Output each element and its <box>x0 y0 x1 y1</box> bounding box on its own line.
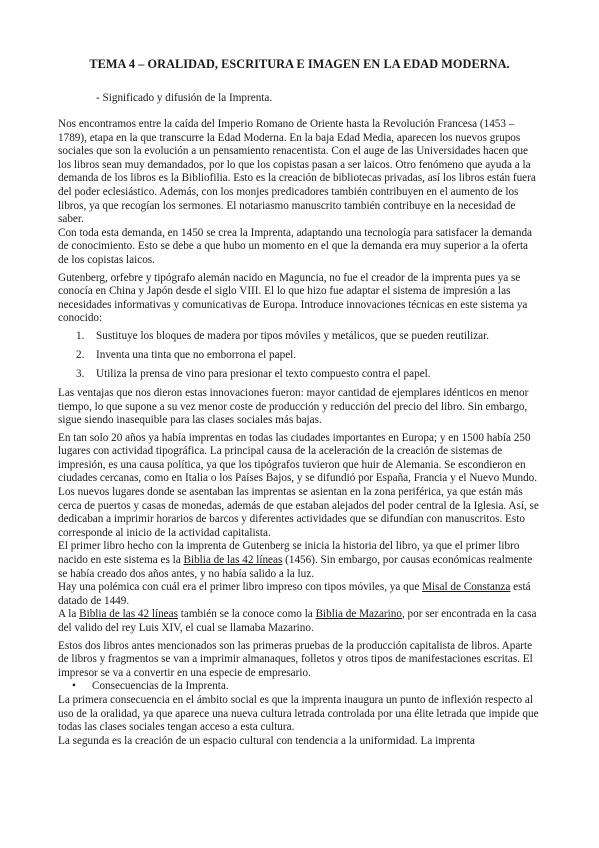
paragraph-3: Gutenberg, orfebre y tipógrafo alemán nacido en Maguncia, no fue el creador de la imprenta pues ya se conocía en China y Japón desde el siglo VIII. El lo que hizo fue adaptar el sistema de impresión a las necesidades informativas y comunicativas de Europa. Introduce innovaciones técnicas en este sistema ya conocido: <box>58 271 528 325</box>
innovations-list <box>58 330 541 387</box>
bullet-icon: • <box>72 680 76 693</box>
book-title-link: Biblia de las 42 líneas <box>183 554 283 567</box>
text-run: (1456). Sin embargo, por causas económicas realmente se había creado dos años antes, y no había salido a la luz. <box>58 554 533 580</box>
list-number: 3. <box>76 367 85 380</box>
page-title: TEMA 4 – ORALIDAD, ESCRITURA E IMAGEN EN LA EDAD MODERNA. <box>89 57 510 71</box>
consequences-list <box>58 680 541 694</box>
paragraph-12: La segunda es la creación de un espacio cultural con tendencia a la uniformidad. La imprenta <box>58 734 475 747</box>
list-number: 2. <box>76 348 85 361</box>
text-run: también se la conoce como la <box>177 608 316 621</box>
text-run: Hay una polémica con cuál era el primer libro impreso con tipos móviles, ya que <box>58 581 423 594</box>
text-run: está datado de 1449. <box>58 581 531 607</box>
list-item-text: Inventa una tinta que no emborrona el papel. <box>96 348 297 361</box>
list-item <box>58 349 541 368</box>
text-run: A la <box>58 608 80 621</box>
list-item-text: Utiliza la prensa de vino para presionar el texto compuesto contra el papel. <box>96 367 431 380</box>
paragraph-6: Los nuevos lugares donde se asentaban las imprentas se asientan en la zona periférica, ya que están más cerca de puertos y casas de monedas, además de que estaban alejados del poder central de la Iglesia. Así, se dedicaban a imprimir horarios de barcos y diferentes actividades que se difundían con manuscritos. Esto corresponde al inicio de la actividad capitalista. <box>58 486 539 539</box>
list-item-text: Sustituye los bloques de madera por tipos móviles y metálicos, que se pueden reutilizar. <box>96 329 490 342</box>
paragraph-4: Las ventajas que nos dieron estas innovaciones fueron: mayor cantidad de ejemplares idénticos en menor tiempo, lo que supone a su vez menor coste de producción y reducción del precio del libro. Sin embargo, sigue siendo inasequible para las clases sociales más bajas. <box>58 386 529 427</box>
paragraph-11: La primera consecuencia en el ámbito social es que la imprenta inaugura un punto de inflexión respecto al uso de la oralidad, ya que aparece una nueva cultura letrada controlada por una élite letrada que impide que todas las clases sociales tengan acceso a esta cultura. <box>58 693 539 734</box>
paragraph-5: En tan solo 20 años ya había imprentas en todas las ciudades importantes en Europa; y en 1500 había 250 lugares con actividad tipográfica. La principal causa de la aceleración de la creación de sistemas de impresión, es una causa política, ya que los tipógrafos tuvieron que huir de Alemania. Se escondieron en ciudades cercanas, como en Italia o los Países Bajos, y se difundió por España, Francia y el Nuevo Mundo. <box>58 431 538 485</box>
list-item <box>58 330 541 349</box>
paragraph-1: Nos encontramos entre la caída del Imperio Romano de Oriente hasta la Revolución Francesa (1453 – 1789), etapa en la que transcurre la Edad Moderna. En la baja Edad Media, aparecen los nuevos grupos sociales que son la evolución a un pensamiento renacentista. Con el auge de las Universidades hacen que los libros sean muy demandados, por lo que los copistas pasan a ser laicos. Otro fenómeno que ayuda a la demanda de los libros es la Bibliofilia. Esto es la creación de bibliotecas privadas, así los libros están fuera del poder eclesiástico. Además, con los monjes predicadores también contribuyen en el aumento de los libros, ya que recogían los sermones. El notariasmo manuscrito también contribuye en la necesidad de saber. <box>58 118 536 226</box>
paragraph-2: Con toda esta demanda, en 1450 se crea la Imprenta, adaptando una tecnología para satisfacer la demanda de conocimiento. Esto se debe a que hubo un momento en el que la demanda era muy superior a la oferta de los copistas laicos. <box>58 226 533 266</box>
text-run: , por ser encontrada en la casa del valido del rey Luis XIV, el cual se llamaba Mazarino. <box>58 608 537 634</box>
list-item-text: Consecuencias de la Imprenta. <box>92 680 229 693</box>
list-item <box>58 680 541 694</box>
paragraph-10: Estos dos libros antes mencionados son las primeras pruebas de la producción capitalista de libros. Aparte de libros y fragmentos se van a imprimir almanaques, folletos y otros tipos de manifestaciones escritas. El impresor se va a convertir en una especie de empresario. <box>58 639 533 679</box>
section-subtitle: - Significado y difusión de la Imprenta. <box>96 92 273 104</box>
paragraph-8 <box>58 581 541 608</box>
list-number: 1. <box>76 329 85 342</box>
list-item <box>58 368 541 387</box>
body-text <box>58 118 541 748</box>
book-title-link: Misal de Constanza <box>422 581 511 594</box>
text-run: El primer libro hecho con la imprenta de Gutenberg se inicia la historia del libro, ya que el primer libro nacido en este sistema es la <box>58 540 520 567</box>
book-title-link: Biblia de Mazarino <box>315 608 402 621</box>
book-title-link: Biblia de las 42 líneas <box>79 608 178 621</box>
paragraph-7 <box>58 540 541 581</box>
paragraph-9 <box>58 608 541 635</box>
